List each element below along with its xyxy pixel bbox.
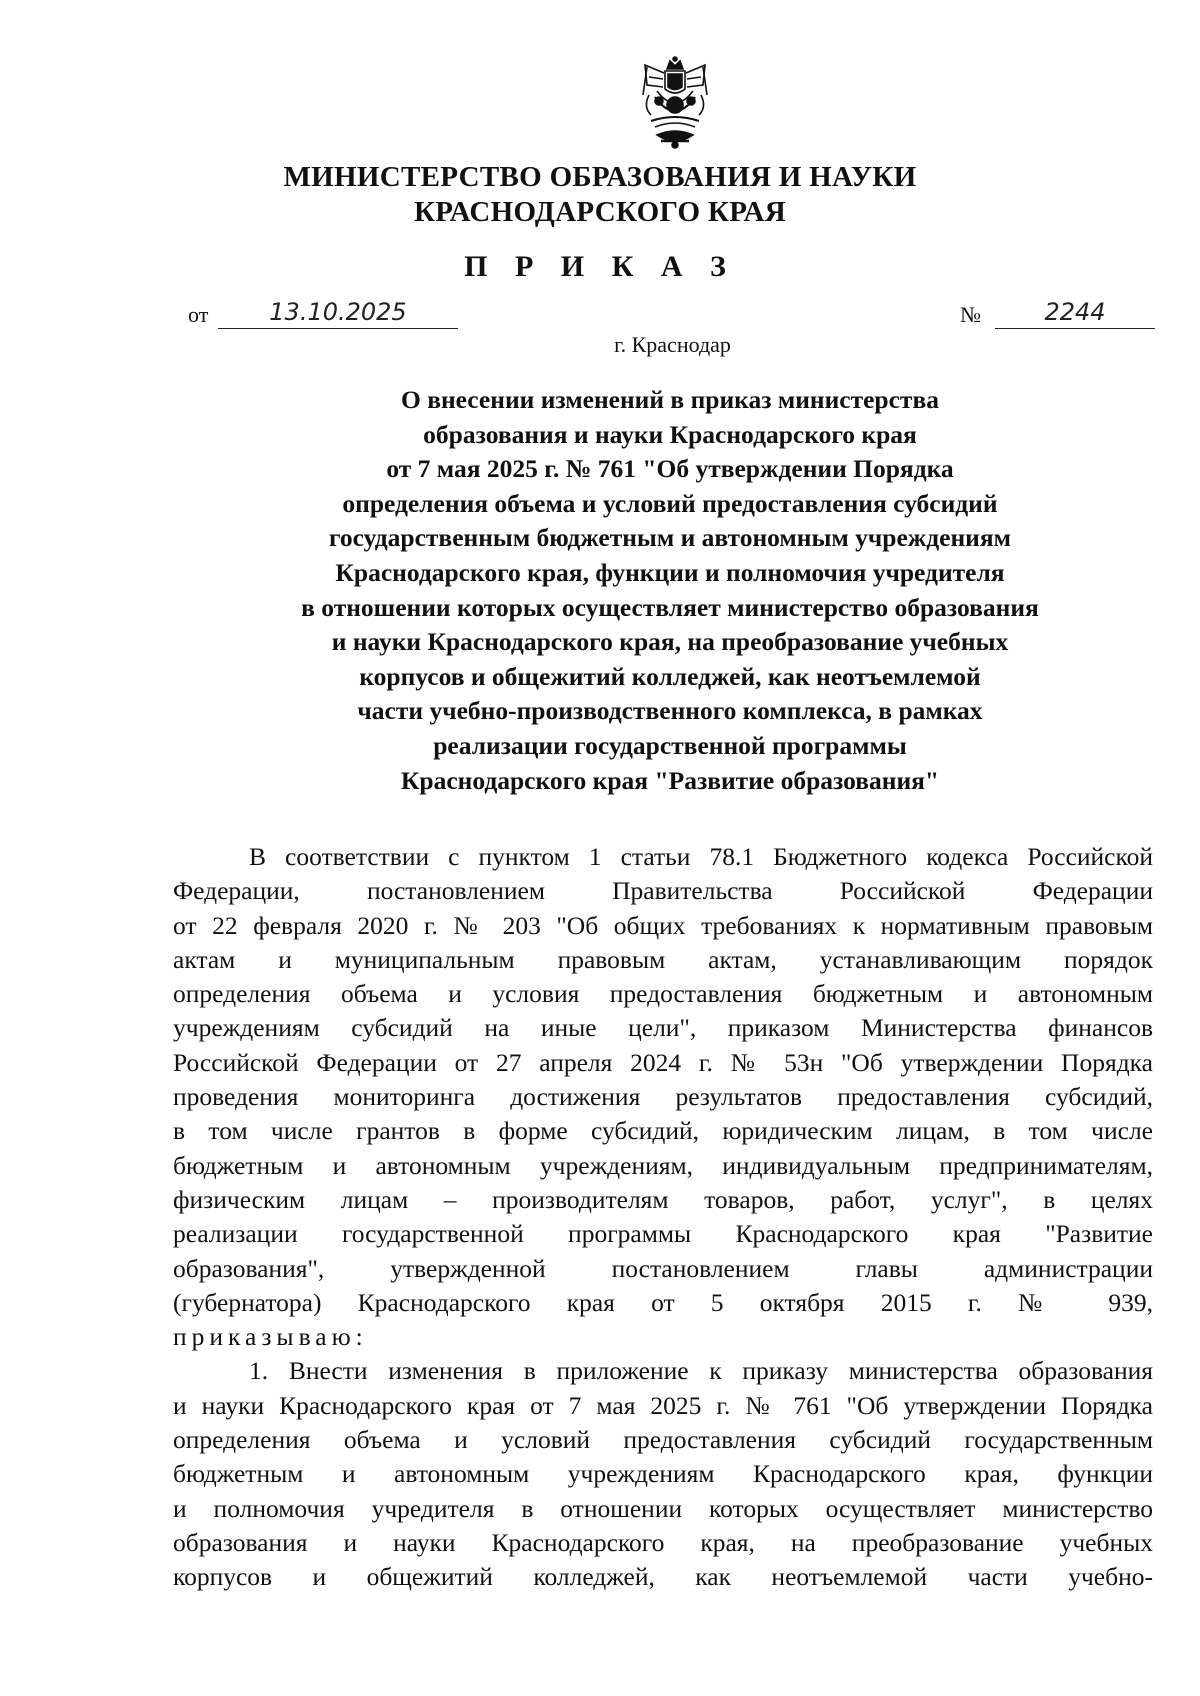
- date-prefix: от: [188, 302, 209, 327]
- item1-line: корпусов и общежитий колледжей, как неотъемлемой части учебно-: [173, 1562, 1153, 1592]
- order-number: 2244: [995, 296, 1155, 329]
- title-line: от 7 мая 2025 г. № 761 "Об утверждении Порядка: [386, 454, 954, 484]
- title-line: в отношении которых осуществляет министерство образования: [301, 592, 1039, 622]
- coat-of-arms-icon: [637, 55, 713, 151]
- order-body: [173, 840, 1153, 1595]
- preamble-line: проведения мониторинга достижения результатов предоставления субсидий,: [173, 1082, 1153, 1112]
- title-line: образования и науки Краснодарского края: [423, 419, 917, 449]
- city-name: г. Краснодар: [614, 332, 731, 357]
- preamble-line: определения объема и условия предоставления бюджетным и автономным: [173, 979, 1153, 1009]
- order-word: приказываю:: [173, 1322, 368, 1352]
- ministry-name-line1: МИНИСТЕРСТВО ОБРАЗОВАНИЯ И НАУКИ: [283, 161, 917, 193]
- item1-line: определения объема и условий предоставления субсидий государственным: [173, 1425, 1153, 1455]
- preamble-line: актам и муниципальным правовым актам, устанавливающим порядок: [173, 944, 1153, 974]
- order-date: 13.10.2025: [218, 296, 458, 329]
- preamble-line: Российской Федерации от 27 апреля 2024 г. № 53н "Об утверждении Порядка: [173, 1047, 1153, 1077]
- order-title: [230, 383, 1110, 798]
- item1-line: образования и науки Краснодарского края, на преобразование учебных: [173, 1527, 1153, 1557]
- preamble-line: Федерации, постановлением Правительства Российской Федерации: [173, 876, 1153, 906]
- title-line: государственным бюджетным и автономным учреждениям: [328, 523, 1012, 553]
- title-line: корпусов и общежитий колледжей, как неотъемлемой: [359, 661, 981, 691]
- title-line: и науки Краснодарского края, на преобразование учебных: [331, 627, 1009, 657]
- title-line: определения объема и условий предоставления субсидий: [342, 488, 998, 518]
- title-line: реализации государственной программы: [433, 730, 907, 760]
- preamble-line: В соответствии с пунктом 1 статьи 78.1 Бюджетного кодекса Российской: [249, 842, 1153, 871]
- preamble-line: в том числе грантов в форме субсидий, юридическим лицам, в том числе: [173, 1116, 1153, 1146]
- preamble-line: от 22 февраля 2020 г. № 203 "Об общих требованиях к нормативным правовым: [173, 910, 1153, 940]
- document-type: П Р И К А З: [464, 250, 736, 283]
- title-line: части учебно-производственного комплекса, в рамках: [357, 696, 983, 726]
- preamble-line: образования", утвержденной постановлением главы администрации: [173, 1253, 1153, 1283]
- preamble-line: (губернатора) Краснодарского края от 5 октября 2015 г. № 939,: [173, 1287, 1153, 1317]
- number-prefix: №: [960, 302, 981, 327]
- preamble-line: реализации государственной программы Краснодарского края "Развитие: [173, 1219, 1153, 1249]
- preamble-line: физическим лицам – производителям товаров, работ, услуг", в целях: [173, 1184, 1153, 1214]
- preamble-line: бюджетным и автономным учреждениям, индивидуальным предпринимателям,: [173, 1150, 1153, 1180]
- item1-line: и науки Краснодарского края от 7 мая 2025 г. № 761 "Об утверждении Порядка: [173, 1390, 1153, 1420]
- preamble-line: учреждениям субсидий на иные цели", приказом Министерства финансов: [173, 1013, 1153, 1043]
- item1-line: 1. Внести изменения в приложение к приказу министерства образования: [249, 1356, 1153, 1386]
- item1-line: и полномочия учредителя в отношении которых осуществляет министерство: [173, 1493, 1153, 1523]
- item1-line: бюджетным и автономным учреждениям Краснодарского края, функции: [173, 1459, 1153, 1489]
- title-line: Краснодарского края "Развитие образования": [400, 765, 940, 795]
- title-line: Краснодарского края, функции и полномочия учредителя: [335, 557, 1005, 587]
- ministry-name-line2: КРАСНОДАРСКОГО КРАЯ: [413, 196, 787, 228]
- title-line: О внесении изменений в приказ министерства: [401, 385, 939, 414]
